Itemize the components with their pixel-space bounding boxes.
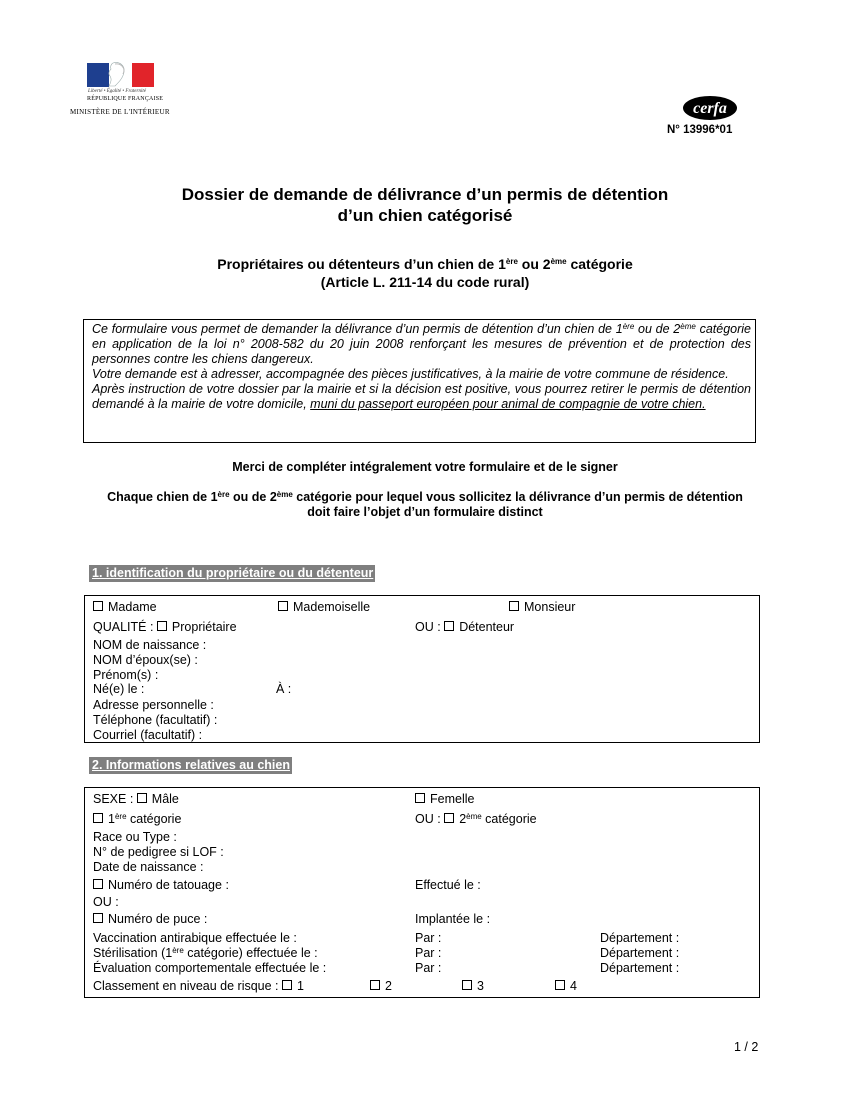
proprietaire-checkbox[interactable] [157,621,167,631]
puce-implantee-label: Implantée le : [415,912,491,926]
cerfa-logo [682,95,738,121]
pedigree-label: N° de pedigree si LOF : [93,845,224,859]
sterilisation-label: Stérilisation (1ère catégorie) effectuée le : [93,946,318,960]
categorie1-checkbox[interactable] [93,813,103,823]
subtitle-line2: (Article L. 211-14 du code rural) [320,274,530,290]
risk-level-3-checkbox[interactable] [462,980,472,990]
classement-row: Classement en niveau de risque : 1 [93,979,304,993]
male-checkbox[interactable] [137,793,147,803]
puce-option[interactable]: Numéro de puce : [93,912,207,927]
ne-le-label: Né(e) le : [93,682,145,696]
section1-box [84,595,760,743]
intro-box [83,319,756,443]
page-title-line2: d’un chien catégorisé [337,206,513,225]
risk-level-4-checkbox[interactable] [555,980,565,990]
tatouage-option[interactable]: Numéro de tatouage : [93,878,229,893]
qualite-row: QUALITÉ : Propriétaire [93,620,237,634]
intro-paragraph-1: Ce formulaire vous permet de demander la délivrance d’un permis de détention d’un chien de 1ère ou de 2ème catégorie en application de la loi n° 2008-582 du 20 juin 2008 renforçant les mesures de prévention et de protection des personnes contre les chiens dangereux. [92,322,751,366]
risk-level-2-checkbox[interactable] [370,980,380,990]
cerfa-number: N° 13996*01 [667,124,733,136]
sterilisation-par-label: Par : [415,946,442,960]
femelle-option[interactable]: Femelle [415,792,474,807]
sterilisation-departement-label: Département : [600,946,680,960]
risk-level-2-option[interactable]: 2 [370,979,392,994]
notice-complete-sign: Merci de compléter intégralement votre formulaire et de le signer [232,460,618,474]
logo-motto: Liberté • Égalité • Fraternité [88,89,146,94]
marianne-profile-icon [99,60,129,88]
courriel-label: Courriel (facultatif) : [93,728,203,742]
vaccination-departement-label: Département : [600,931,680,945]
page-title-line1: Dossier de demande de délivrance d’un permis de détention [181,185,669,204]
date-naissance-label: Date de naissance : [93,860,204,874]
notice-one-form-per-dog-line2: doit faire l’objet d’un formulaire distinct [307,505,543,519]
cerfa-logo-text: cerfa [693,100,727,117]
madame-option[interactable]: Madame [93,600,157,615]
ou-label: OU : [93,895,119,909]
madame-checkbox[interactable] [93,601,103,611]
race-label: Race ou Type : [93,830,177,844]
monsieur-option[interactable]: Monsieur [509,600,575,615]
adresse-label: Adresse personnelle : [93,698,214,712]
detenteur-option[interactable]: OU : Détenteur [415,620,515,634]
femelle-checkbox[interactable] [415,793,425,803]
categorie1-option[interactable]: 1ère catégorie [93,812,181,827]
risk-level-4-option[interactable]: 4 [555,979,577,994]
lieu-naissance-label: À : [276,682,292,696]
section2-header: 2. Informations relatives au chien [89,757,292,774]
tatouage-checkbox[interactable] [93,879,103,889]
evaluation-departement-label: Département : [600,961,680,975]
mademoiselle-checkbox[interactable] [278,601,288,611]
categorie2-checkbox[interactable] [444,813,454,823]
prenoms-label: Prénom(s) : [93,668,159,682]
logo-ministry: MINISTÈRE DE L'INTÉRIEUR [70,108,170,116]
nom-epoux-label: NOM d’époux(se) : [93,653,198,667]
intro-paragraph-3: Après instruction de votre dossier par la mairie et si la décision est positive, vous pourrez retirer le permis de détention demandé à la mairie de votre domicile, muni du passeport européen pour animal de compagnie de votre chien. [92,382,751,411]
puce-checkbox[interactable] [93,913,103,923]
intro-paragraph-2: Votre demande est à adresser, accompagnée des pièces justificatives, à la mairie de votre commune de résidence. [92,367,729,381]
section1-header: 1. identification du propriétaire ou du détenteur [89,565,375,582]
notice-one-form-per-dog-line1: Chaque chien de 1ère ou de 2ème catégorie pour lequel vous sollicitez la délivrance d’un permis de détention [107,490,743,504]
tatouage-effectue-label: Effectué le : [415,878,481,892]
vaccination-par-label: Par : [415,931,442,945]
sexe-row: SEXE : Mâle [93,792,179,806]
page-number: 1 / 2 [734,1040,759,1054]
vaccination-label: Vaccination antirabique effectuée le : [93,931,297,945]
section2-box [84,787,760,998]
mademoiselle-option[interactable]: Mademoiselle [278,600,370,615]
flag-red-band [132,63,154,87]
risk-level-3-option[interactable]: 3 [462,979,484,994]
risk-level-1-checkbox[interactable] [282,980,292,990]
evaluation-par-label: Par : [415,961,442,975]
categorie2-option[interactable]: OU : 2ème catégorie [415,812,537,826]
subtitle-line1: Propriétaires ou détenteurs d’un chien de 1ère ou 2ème catégorie [217,256,633,272]
telephone-label: Téléphone (facultatif) : [93,713,218,727]
evaluation-label: Évaluation comportementale effectuée le : [93,961,327,975]
monsieur-checkbox[interactable] [509,601,519,611]
nom-naissance-label: NOM de naissance : [93,638,207,652]
detenteur-checkbox[interactable] [444,621,454,631]
logo-republic: RÉPUBLIQUE FRANÇAISE [87,96,164,102]
